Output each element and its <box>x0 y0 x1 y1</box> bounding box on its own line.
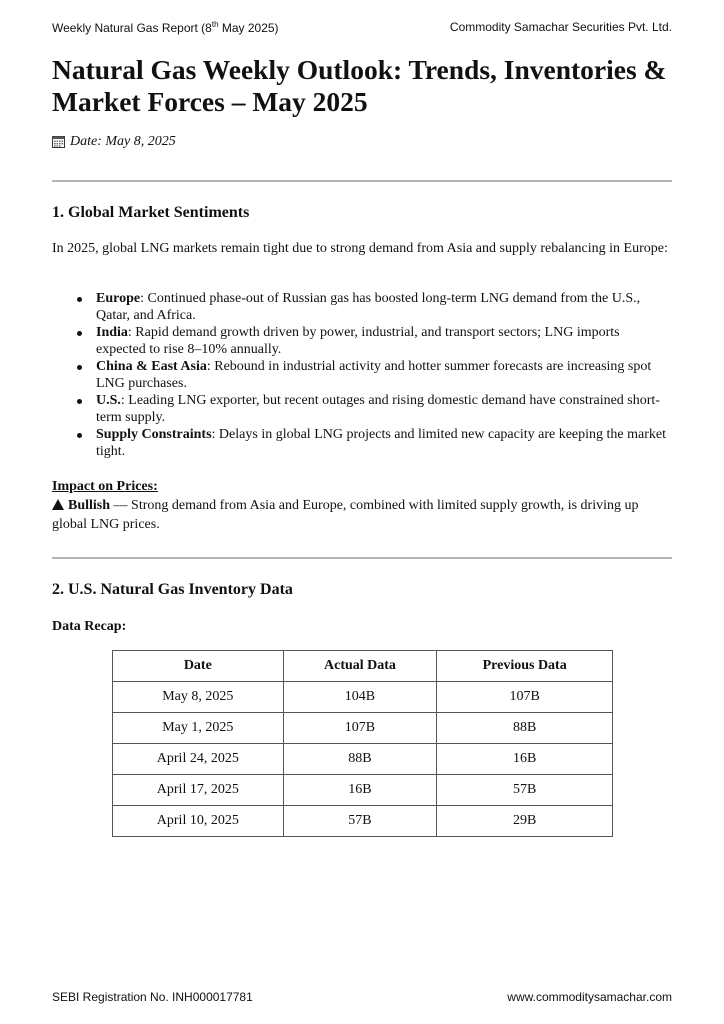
list-item <box>52 392 672 426</box>
bullet-text: : Rebound in industrial activity and hotter summer forecasts are increasing spot LNG purchases. <box>96 359 652 391</box>
table-row <box>113 682 613 713</box>
section-divider <box>52 180 672 182</box>
list-item <box>52 426 672 460</box>
cell-date: April 10, 2025 <box>113 806 284 837</box>
cell-previous: 16B <box>437 744 613 775</box>
market-bullet-list <box>52 290 672 460</box>
company-name: Commodity Samachar Securities Pvt. Ltd. <box>449 20 672 34</box>
table-header-row <box>113 651 613 682</box>
header-title-superscript: th <box>211 20 219 29</box>
bullet-dot <box>77 365 82 370</box>
table-row <box>113 806 613 837</box>
date-line <box>52 134 176 150</box>
section-heading-inventory: 2. U.S. Natural Gas Inventory Data <box>52 581 293 598</box>
bullet-dot <box>77 433 82 438</box>
cell-actual: 57B <box>283 806 437 837</box>
report-date: Date: May 8, 2025 <box>70 134 176 149</box>
section-divider <box>52 557 672 559</box>
bullet-dot <box>77 297 82 302</box>
data-recap-label: Data Recap: <box>52 619 127 634</box>
cell-previous: 57B <box>437 775 613 806</box>
cell-date: May 1, 2025 <box>113 713 284 744</box>
bullet-term: Supply Constraints <box>96 427 212 442</box>
bullet-term: Europe <box>96 291 141 306</box>
list-item <box>52 358 672 392</box>
page-title: Natural Gas Weekly Outlook: Trends, Inventories & Market Forces – May 2025 <box>52 54 667 117</box>
bullet-dot <box>77 331 82 336</box>
column-header-date: Date <box>113 651 284 682</box>
cell-date: April 17, 2025 <box>113 775 284 806</box>
cell-actual: 88B <box>283 744 437 775</box>
impact-label: Bullish <box>68 498 111 513</box>
sebi-registration: SEBI Registration No. INH000017781 <box>52 990 253 1004</box>
cell-previous: 107B <box>437 682 613 713</box>
table-row <box>113 713 613 744</box>
cell-actual: 16B <box>283 775 437 806</box>
inventory-table <box>112 650 613 837</box>
bullet-text: : Delays in global LNG projects and limited new capacity are keeping the market tight. <box>96 427 666 459</box>
calendar-icon <box>52 136 65 148</box>
impact-statement <box>52 496 672 534</box>
header-title-part: May 2025) <box>218 21 279 35</box>
cell-date: April 24, 2025 <box>113 744 284 775</box>
bullet-term: China & East Asia <box>96 359 207 374</box>
cell-actual: 104B <box>283 682 437 713</box>
column-header-previous: Previous Data <box>437 651 613 682</box>
header-title-part: Weekly Natural Gas Report (8 <box>52 21 212 35</box>
section-heading-global-market: 1. Global Market Sentiments <box>52 204 250 221</box>
bullet-text: : Rapid demand growth driven by power, industrial, and transport sectors; LNG imports expected to rise 8–10% annually. <box>96 325 620 357</box>
bullet-text: : Leading LNG exporter, but recent outages and rising domestic demand have constrained short-term supply. <box>96 393 660 425</box>
bullet-term: U.S. <box>96 393 121 408</box>
bullet-dot <box>77 399 82 404</box>
cell-date: May 8, 2025 <box>113 682 284 713</box>
bullet-text: : Continued phase-out of Russian gas has boosted long-term LNG demand from the U.S., Qatar, and Africa. <box>96 291 641 323</box>
column-header-actual: Actual Data <box>283 651 437 682</box>
bullet-term: India <box>96 325 128 340</box>
cell-previous: 88B <box>437 713 613 744</box>
cell-previous: 29B <box>437 806 613 837</box>
impact-heading: Impact on Prices: <box>52 479 158 494</box>
table-row <box>113 775 613 806</box>
impact-text: — Strong demand from Asia and Europe, combined with limited supply growth, is driving up global LNG prices. <box>52 498 639 532</box>
section-intro: In 2025, global LNG markets remain tight due to strong demand from Asia and supply rebalancing in Europe: <box>52 241 668 256</box>
table-row <box>113 744 613 775</box>
list-item <box>52 290 672 324</box>
triangle-up-icon <box>52 499 64 510</box>
cell-actual: 107B <box>283 713 437 744</box>
report-header-title <box>52 20 279 35</box>
list-item <box>52 324 672 358</box>
website-link[interactable]: www.commoditysamachar.com <box>507 990 672 1004</box>
